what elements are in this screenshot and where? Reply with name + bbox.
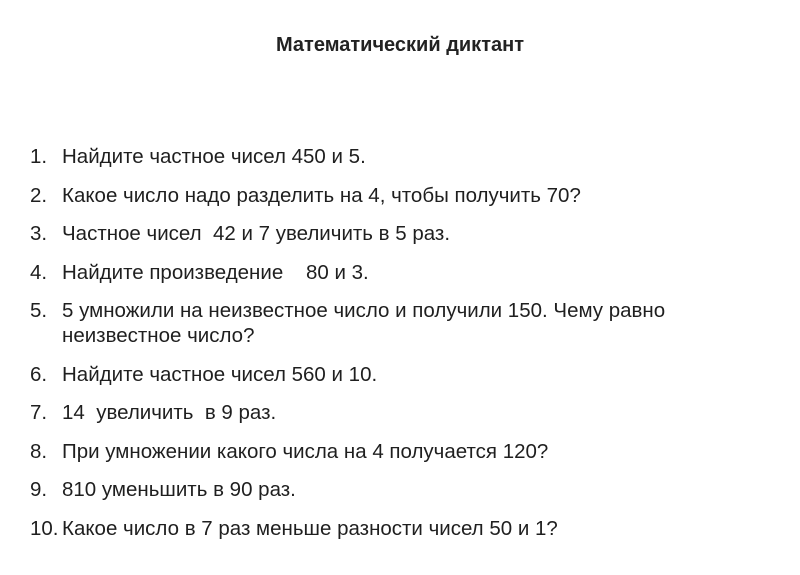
item-number: 3. — [30, 222, 48, 245]
item-text: Частное чисел 42 и 7 увеличить в 5 раз. — [62, 222, 451, 245]
item-number: 2. — [30, 183, 48, 207]
list-item — [30, 298, 790, 348]
list-item — [30, 477, 790, 502]
list-item — [30, 221, 790, 246]
list-item — [30, 362, 790, 387]
item-text: 810 уменьшить в 90 раз. — [62, 478, 296, 501]
item-text: 14 увеличить в 9 раз. — [62, 401, 277, 424]
item-number: 8. — [30, 439, 48, 463]
list-item — [30, 400, 790, 425]
item-number: 5. — [30, 299, 48, 322]
item-number: 6. — [30, 362, 48, 386]
item-number: 7. — [30, 401, 48, 424]
page-title: Математический диктант — [276, 34, 524, 56]
list-item — [30, 260, 790, 285]
item-text: Найдите частное чисел 450 и 5. — [62, 145, 366, 168]
item-number: 4. — [30, 260, 48, 284]
item-text: При умножении какого числа на 4 получается 120? — [62, 439, 549, 463]
item-number: 10. — [30, 516, 59, 540]
list-item — [30, 439, 790, 464]
list-item — [30, 516, 790, 541]
list-item — [30, 144, 790, 169]
item-text: Найдите произведение 80 и 3. — [62, 260, 369, 284]
list-item — [30, 183, 790, 208]
item-text: Какое число надо разделить на 4, чтобы получить 70? — [62, 183, 581, 207]
item-text: Какое число в 7 раз меньше разности чисел 50 и 1? — [62, 516, 558, 540]
item-number: 9. — [30, 478, 48, 501]
item-text: Найдите частное чисел 560 и 10. — [62, 362, 378, 386]
dictation-list — [30, 144, 790, 554]
item-text: 5 умножили на неизвестное число и получили 150. Чему равно неизвестное число? — [62, 299, 671, 347]
item-number: 1. — [30, 145, 48, 168]
